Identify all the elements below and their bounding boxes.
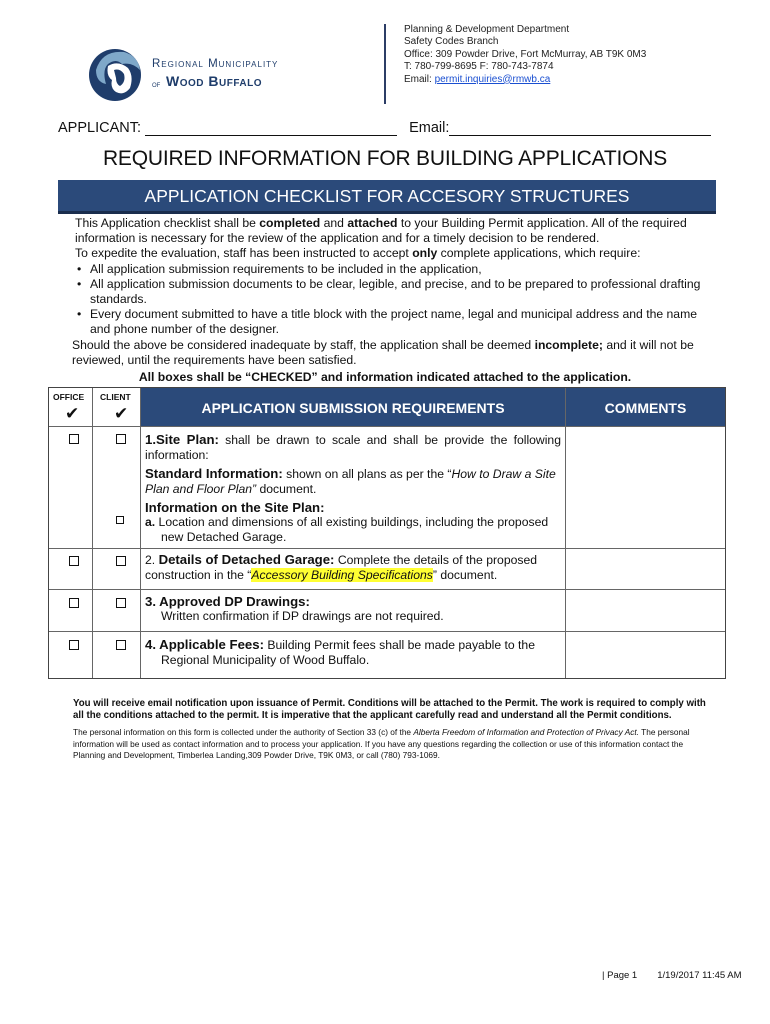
comments-header: COMMENTS	[566, 388, 725, 426]
department-contact-block	[404, 24, 646, 86]
office-checkbox-row3[interactable]	[69, 598, 79, 608]
client-column-header: CLIENT	[100, 392, 131, 402]
office-address: Office: 309 Powder Drive, Fort McMurray, AB T9K 0M3	[404, 48, 647, 60]
intro-paragraph-1: This Application checklist shall be completed and attached to your Building Permit application. All of the required information is necessary for the review of the application and for a timely decision to be rendered.	[75, 216, 687, 246]
fees-requirement: 4. Applicable Fees: Building Permit fees shall be made payable to the Regional Municipality of Wood Buffalo.	[145, 637, 535, 668]
client-checkbox-row1a[interactable]	[116, 516, 124, 524]
intro-paragraph-2: To expedite the evaluation, staff has been instructed to accept only complete applications, which require:	[75, 246, 641, 261]
dp-drawings-requirement: 3. Approved DP Drawings: Written confirmation if DP drawings are not required.	[145, 594, 444, 624]
bullet-item: • All application submission requirements to be included in the application,	[90, 262, 705, 277]
email-field-label: Email:	[409, 120, 450, 136]
applicant-label: APPLICANT:	[58, 120, 141, 136]
email-link[interactable]: permit.inquiries@rmwb.ca	[434, 73, 551, 85]
office-check-icon: ✔	[65, 404, 80, 423]
org-name-of: of	[152, 80, 161, 89]
department-name: Planning & Development Department	[404, 24, 570, 35]
garage-details-requirement: 2. Details of Detached Garage: Complete the details of the proposed construction in the “Accessory Building Specifications” document.	[145, 552, 538, 583]
client-checkbox-row1[interactable]	[116, 434, 126, 444]
office-checkbox-row1[interactable]	[69, 434, 79, 444]
email-label: Email:	[404, 73, 435, 85]
bullet-item: • Every document submitted to have a title block with the project name, legal and municipal address and the name and phone number of the designer.	[90, 307, 705, 337]
boxes-note: All boxes shall be “CHECKED” and information indicated attached to the application.	[138, 370, 632, 384]
email-line	[404, 74, 646, 86]
applicant-row	[58, 120, 711, 136]
intro-text	[72, 216, 705, 368]
header-divider	[384, 24, 386, 104]
org-name-line1: Regional Municipality	[152, 58, 279, 70]
requirements-bullet-list	[75, 262, 705, 338]
page-footer	[602, 970, 742, 981]
page-number: | Page 1	[602, 970, 638, 981]
phone-fax: T: 780-799-8695 F: 780-743-7874	[404, 61, 554, 73]
municipality-logo	[88, 40, 150, 110]
client-checkbox-row4[interactable]	[116, 640, 126, 650]
privacy-notice: The personal information on this form is collected under the authority of Section 33 (c) of the Alberta Freedom of Information and Protection of Privacy Act. The personal information will be used as contact information and to process your application. If you have any questions regarding the collection or use of this information contact the Planning and Development, Timberlea Landing,309 Powder Drive, T9K 0M3, or call (780) 793-1069.	[73, 727, 690, 760]
client-check-icon: ✔	[114, 404, 129, 423]
client-checkbox-row3[interactable]	[116, 598, 126, 608]
branch-name: Safety Codes Branch	[404, 36, 499, 48]
office-checkbox-row2[interactable]	[69, 556, 79, 566]
site-plan-requirement: 1.Site Plan: shall be drawn to scale and shall be provide the following information: Standard Information: shown on all plans as per the “How to Draw a Site Plan and Floor Plan” document. Information on the Site Plan: a. Location and dimensions of all existing buildings, including the proposed new Detached Garage.	[145, 432, 561, 545]
office-column-header: OFFICE	[53, 392, 85, 402]
requirements-table	[48, 387, 726, 679]
print-date: 1/19/2017 11:45 AM	[657, 970, 742, 981]
specifications-highlight: Accessory Building Specifications	[251, 568, 433, 583]
page-title: REQUIRED INFORMATION FOR BUILDING APPLICATIONS	[102, 147, 668, 170]
client-checkbox-row2[interactable]	[116, 556, 126, 566]
email-field[interactable]	[449, 121, 711, 136]
intro-paragraph-3: Should the above be considered inadequate by staff, the application shall be deemed incomplete; and it will not be reviewed, until the requirements have been satisfied.	[72, 337, 694, 367]
checklist-banner: APPLICATION CHECKLIST FOR ACCESORY STRUCTURES	[58, 180, 716, 214]
org-name-line2: Wood Buffalo	[166, 73, 262, 89]
permit-notice: You will receive email notification upon issuance of Permit. Conditions will be attached to the Permit. The work is required to comply with all the conditions attached to the permit. It is imperative that the applicant carefully read and understand all the Permit conditions.	[73, 698, 706, 722]
office-checkbox-row4[interactable]	[69, 640, 79, 650]
applicant-field[interactable]	[145, 121, 397, 136]
bullet-item: • All application submission documents to be clear, legible, and precise, and to be prepared to professional drafting standards.	[90, 277, 705, 307]
requirements-header: APPLICATION SUBMISSION REQUIREMENTS	[141, 388, 565, 426]
